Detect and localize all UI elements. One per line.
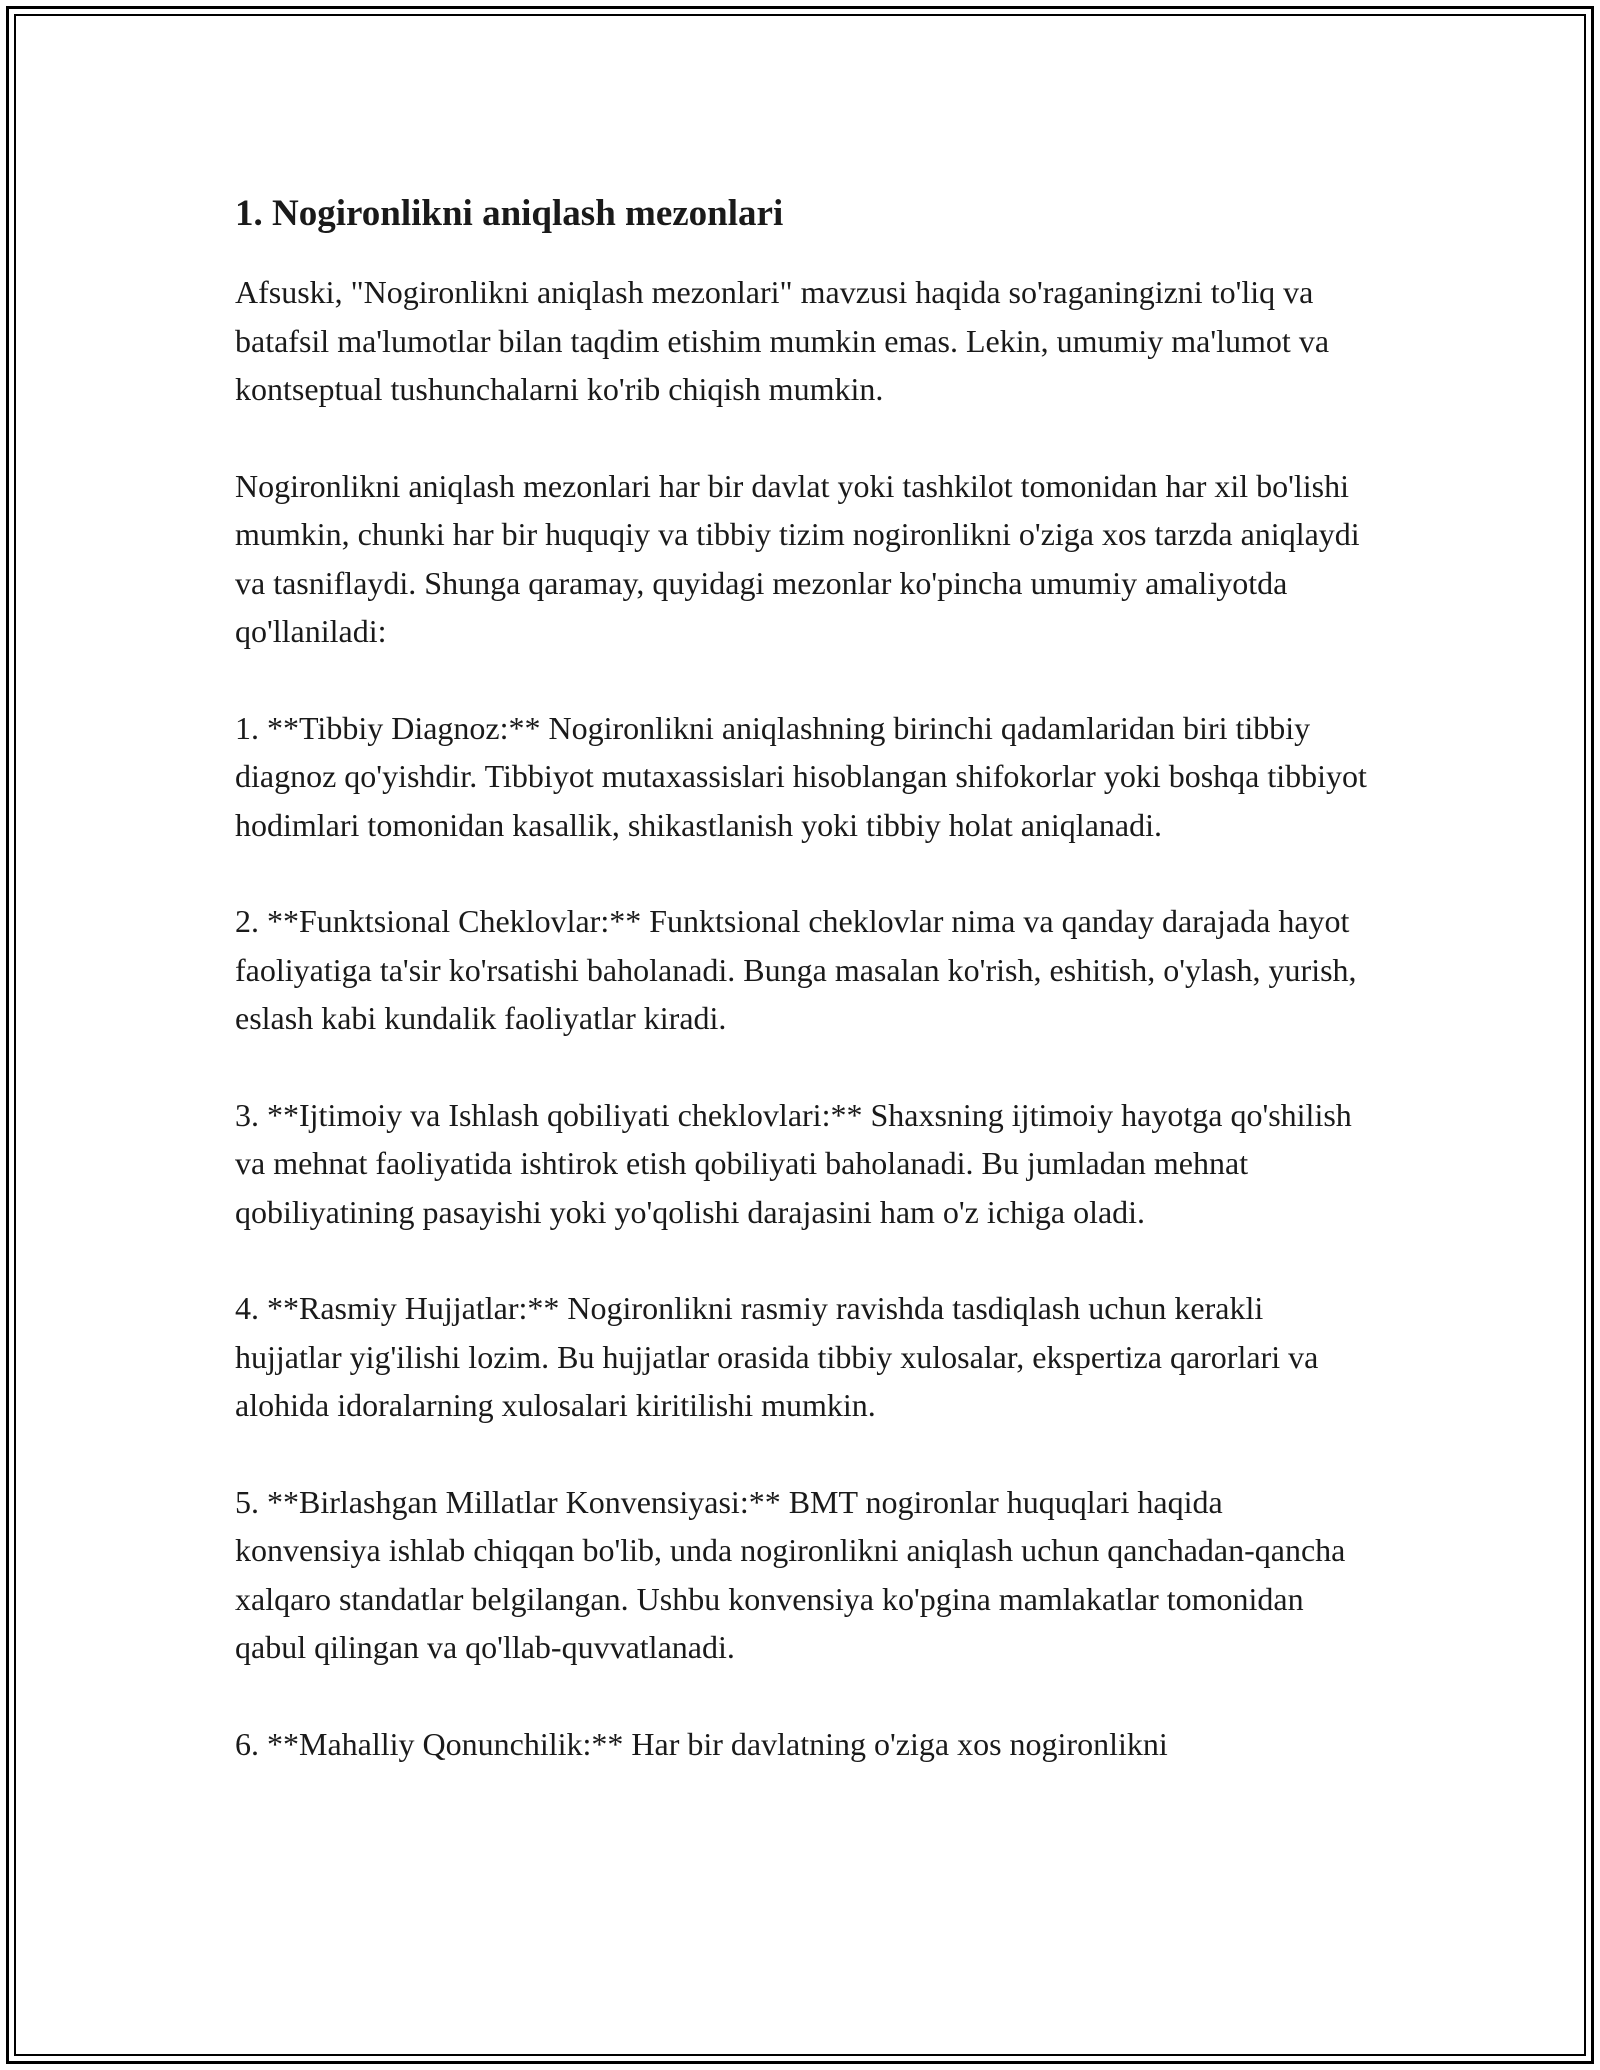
- list-item-un-convention: 5. **Birlashgan Millatlar Konvensiyasi:** BMT nogironlar huquqlari haqida konvensiya ishlab chiqqan bo'lib, unda nogironlikni aniqlash uchun qanchadan-qancha xalqaro standatlar belgilangan. Ushbu konvensiya ko'pgina mamlakatlar tomonidan qabul qilingan va qo'llab-quvvatlanadi.: [235, 1483, 1346, 1665]
- list-item-local-legislation: 6. **Mahalliy Qonunchilik:** Har bir davlatning o'ziga xos nogironlikni: [235, 1725, 1168, 1762]
- list-item-functional-limitations: 2. **Funktsional Cheklovlar:** Funktsional cheklovlar nima va qanday darajada hayot faoliyatiga ta'sir ko'rsatishi baholanadi. Bunga masalan ko'rish, eshitish, o'ylash, yurish, eslash kabi kundalik faoliyatlar kiradi.: [235, 903, 1357, 1036]
- list-item-official-documents: 4. **Rasmiy Hujjatlar:** Nogironlikni rasmiy ravishda tasdiqlash uchun kerakli hujjatlar yig'ilishi lozim. Bu hujjatlar orasida tibbiy xulosalar, ekspertiza qarorlari va alohida idoralarning xulosalari kiritilishi mumkin.: [235, 1290, 1319, 1423]
- list-item-medical-diagnosis: 1. **Tibbiy Diagnoz:** Nogironlikni aniqlashning birinchi qadamlaridan biri tibbiy diagnoz qo'yishdir. Tibbiyot mutaxassislari hisoblangan shifokorlar yoki boshqa tibbiyot hodimlari tomonidan kasallik, shikastlanish yoki tibbiy holat aniqlanadi.: [235, 709, 1367, 843]
- list-item-social-work-limitations: 3. **Ijtimoiy va Ishlash qobiliyati cheklovlari:** Shaxsning ijtimoiy hayotga qo'shilish va mehnat faoliyatida ishtirok etish qobiliyati baholanadi. Bu jumladan mehnat qobiliyatining pasayishi yoki yo'qolishi darajasini ham o'z ichiga oladi.: [235, 1096, 1352, 1230]
- paragraph-overview: Nogironlikni aniqlash mezonlari har bir davlat yoki tashkilot tomonidan har xil bo'lishi mumkin, chunki har bir huquqiy va tibbiy tizim nogironlikni o'ziga xos tarzda aniqlaydi va tasniflaydi. Shunga qaramay, quyidagi mezonlar ko'pincha umumiy amaliyotda qo'llaniladi:: [235, 467, 1360, 649]
- document-title: 1. Nogironlikni aniqlash mezonlari: [235, 193, 784, 234]
- paragraph-intro: Afsuski, "Nogironlikni aniqlash mezonlari" mavzusi haqida so'raganingizni to'liq va batafsil ma'lumotlar bilan taqdim etishim mumkin emas. Lekin, umumiy ma'lumot va kontseptual tushunchalarni ko'rib chiqish mumkin.: [235, 274, 1330, 407]
- document-body: [235, 186, 1370, 1816]
